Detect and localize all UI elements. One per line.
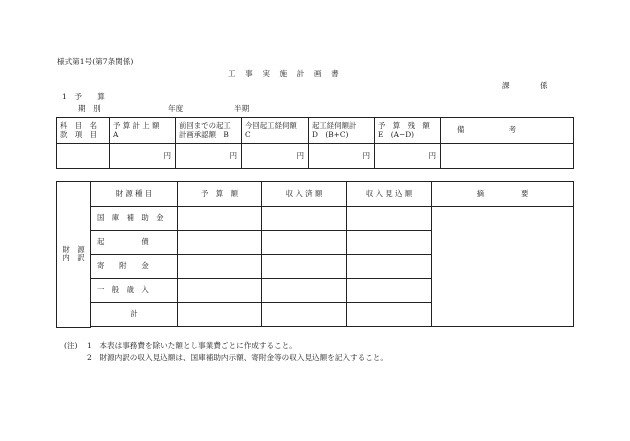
row-label-general-revenue: 一 般 歳 入 [91, 279, 178, 303]
cell-budget[interactable] [178, 279, 262, 303]
header-remarks: 備 考 [441, 118, 574, 144]
cell-received[interactable] [262, 255, 347, 279]
header-received: 収 入 済 額 [262, 182, 347, 207]
cell-remarks[interactable] [441, 144, 574, 169]
header-previous-approved: 前回までの起工 計画承認額 B [176, 118, 242, 144]
cell-received[interactable] [262, 303, 347, 327]
cell-expected[interactable] [347, 279, 432, 303]
header-funding-type: 財 源 種 目 [91, 182, 178, 207]
cell-previous-approved[interactable]: 円 [176, 144, 242, 169]
note-2: 2 財源内訳の収入見込額は、国庫補助内示額、寄附金等の収入見込額を記入すること。 [87, 353, 388, 362]
section-budget-heading: 1 予 算 [62, 92, 105, 101]
header-expected: 収 入 見 込 額 [347, 182, 432, 207]
period-year-label: 年度 [168, 104, 184, 113]
row-label-national-subsidy: 国 庫 補 助 金 [91, 207, 178, 231]
period-half-label: 半期 [234, 104, 250, 113]
cell-current-request[interactable]: 円 [242, 144, 309, 169]
cell-budget[interactable] [178, 231, 262, 255]
funding-row [57, 207, 574, 231]
cell-summary[interactable] [432, 207, 574, 327]
cell-expected[interactable] [347, 231, 432, 255]
page-title: 工 事 実 施 計 画 書 [228, 69, 340, 78]
cell-account-name[interactable] [57, 144, 110, 169]
funding-table [56, 181, 574, 328]
header-budget-remaining: 予 算 残 額 E (A−D) [375, 118, 441, 144]
department-label: 課 係 [502, 81, 548, 90]
cell-received[interactable] [262, 207, 347, 231]
funding-header-row [57, 182, 574, 207]
cell-expected[interactable] [347, 303, 432, 327]
funding-side-label: 財 源 内 訳 [57, 182, 91, 328]
cell-budget-remaining[interactable]: 円 [375, 144, 441, 169]
cell-received[interactable] [262, 279, 347, 303]
form-label: 様式第1号(第7条関係) [57, 57, 134, 66]
row-label-bonds: 起 債 [91, 231, 178, 255]
budget-table [56, 117, 574, 169]
notes-label: (注) [64, 341, 78, 350]
header-budget-amount: 予 算 計 上 額 A [110, 118, 176, 144]
budget-header-row [57, 118, 574, 144]
budget-data-row [57, 144, 574, 169]
cell-budget[interactable] [178, 207, 262, 231]
cell-request-total[interactable]: 円 [309, 144, 375, 169]
cell-budget-amount[interactable]: 円 [110, 144, 176, 169]
header-account-name: 科 目 名 款 項 目 [57, 118, 110, 144]
header-request-total: 起工経伺額計 D (B+C) [309, 118, 375, 144]
cell-budget[interactable] [178, 303, 262, 327]
cell-expected[interactable] [347, 207, 432, 231]
cell-expected[interactable] [347, 255, 432, 279]
header-current-request: 今回起工経伺額 C [242, 118, 309, 144]
note-1: 1 本表は事務費を除いた額とし事業費ごとに作成すること。 [87, 341, 297, 350]
row-label-donations: 寄 附 金 [91, 255, 178, 279]
header-summary: 摘 要 [432, 182, 574, 207]
cell-received[interactable] [262, 231, 347, 255]
row-label-total: 計 [91, 303, 178, 327]
cell-budget[interactable] [178, 255, 262, 279]
period-label: 期 別 [78, 104, 101, 113]
header-budget: 予 算 額 [178, 182, 262, 207]
